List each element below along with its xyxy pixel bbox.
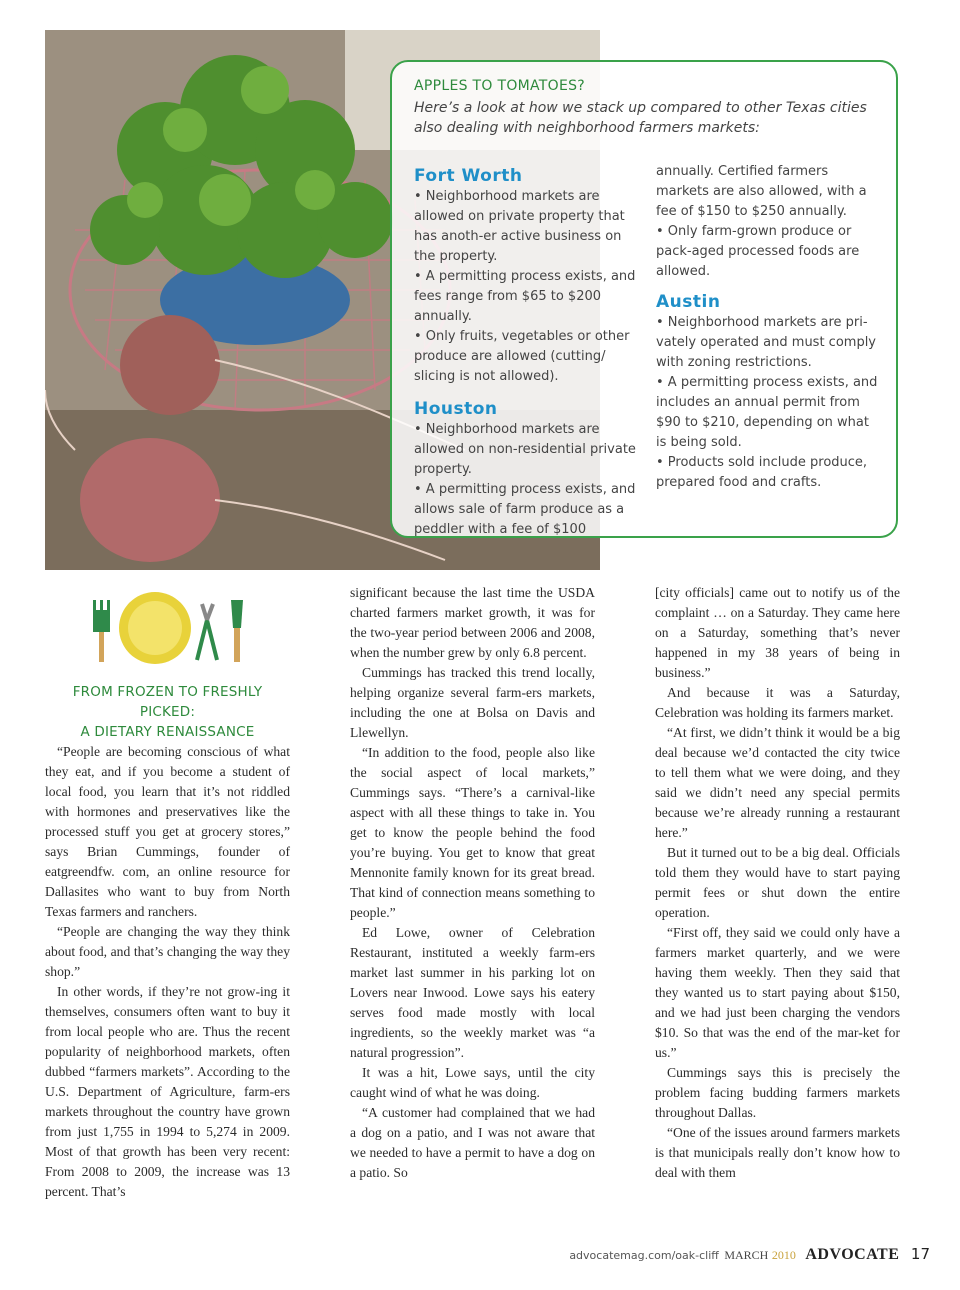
houston-points-continued bbox=[656, 162, 882, 282]
sidebar-column-1 bbox=[414, 162, 640, 540]
footer-year: 2010 bbox=[771, 1248, 796, 1262]
sidebar-column-2 bbox=[656, 162, 882, 493]
paragraph: “In addition to the food, people also like the social aspect of local markets,” Cummings says. “There’s a carnival-like aspect with all these things to take in. You get to know the people behind the food you’re buying. You get to know that great Mennonite family known for its great bread. That kind of connection means something to people.” bbox=[350, 745, 595, 920]
paragraph: significant because the last time the USDA charted farmers market growth, it was for the two-year period between 2006 and 2008, when the number grew by only 6.8 percent. bbox=[350, 585, 595, 660]
paragraph: “A customer had complained that we had a dog on a patio, and I was not aware that we needed to have a permit to have a dog on a patio. So bbox=[350, 1105, 595, 1180]
houston-point: • Neighborhood markets are allowed on non-residential private property. bbox=[414, 422, 636, 477]
trowel-icon bbox=[231, 600, 243, 662]
shears-icon bbox=[197, 604, 217, 660]
page-number: 17 bbox=[910, 1245, 930, 1263]
city-name-houston: Houston bbox=[414, 399, 498, 419]
paragraph: “First off, they said we could only have a farmers market quarterly, and we were having them weekly. Then they said that they wanted us to start paying about $150, and we had just been charging the vendors $10. So that was the end of the mar-ket for us.” bbox=[655, 925, 900, 1060]
paragraph: And because it was a Saturday, Celebration was holding its farmers market. bbox=[655, 685, 900, 720]
footer-month: MARCH bbox=[724, 1248, 769, 1262]
austin-point: • A permitting process exists, and includes an annual permit from $90 to $210, depending on what is being sold. bbox=[656, 375, 878, 450]
fort-worth-points bbox=[414, 187, 640, 387]
paragraph: “At first, we didn’t think it would be a big deal because we’d contacted the city twice to tell them what we were doing, and they said we didn’t need any special permits because we’re already running a restaurant here.” bbox=[655, 725, 900, 840]
fort-worth-point: • Only fruits, vegetables or other produce are allowed (cutting/ slicing is not allowed). bbox=[414, 329, 630, 384]
paragraph: [city officials] came out to notify us of the complaint … on a Saturday. They came here on a Saturday, something that’s never happened in my 38 years of being in business.” bbox=[655, 585, 900, 680]
paragraph: “People are changing the way they think about food, and that’s changing the way they shop.” bbox=[45, 924, 290, 979]
sidebar-intro: Here’s a look at how we stack up compared to other Texas cities also dealing with neighborhood farmers markets: bbox=[414, 100, 867, 136]
austin-point: • Products sold include produce, prepared food and crafts. bbox=[656, 455, 868, 490]
paragraph: Cummings has tracked this trend locally, helping organize several farm-ers markets, including the one at Bolsa on Davis and Llewellyn. bbox=[350, 665, 595, 740]
page-footer bbox=[569, 1245, 930, 1264]
houston-point: annually. Certified farmers markets are also allowed, with a fee of $150 to $250 annually. bbox=[656, 164, 867, 219]
paragraph: It was a hit, Lowe says, until the city caught wind of what he was doing. bbox=[350, 1065, 595, 1100]
sidebar-box bbox=[390, 60, 898, 538]
paragraph: “One of the issues around farmers markets is that municipals really don’t know how to deal with them bbox=[655, 1125, 900, 1180]
paragraph: Ed Lowe, owner of Celebration Restaurant, instituted a weekly farm-ers market last summer in his parking lot on Lovers near Inwood. Lowe says his eatery serves food made mostly with local ingredients, so the weekly market was “a natural progression”. bbox=[350, 925, 595, 1060]
fort-worth-point: • A permitting process exists, and fees range from $65 to $200 annually. bbox=[414, 269, 636, 324]
section-heading-line-2: A DIETARY RENAISSANCE bbox=[80, 724, 255, 740]
fort-worth-point: • Neighborhood markets are allowed on private property that has anoth-er active business on the property. bbox=[414, 189, 625, 264]
garden-tools-plate-icon bbox=[85, 590, 255, 670]
footer-url[interactable]: advocatemag.com/oak-cliff bbox=[569, 1249, 719, 1262]
plate-icon bbox=[119, 592, 191, 664]
brand-logo: ADVOCATE bbox=[805, 1246, 900, 1263]
houston-point: • Only farm-grown produce or pack-aged processed foods are allowed. bbox=[656, 224, 860, 279]
houston-point: • A permitting process exists, and allows sale of farm produce as a peddler with a fee of $100 bbox=[414, 482, 636, 537]
paragraph: In other words, if they’re not grow-ing it themselves, consumers often want to buy it from local people who are. Thus the recent popularity of neighborhood markets, often dubbed “farmers markets”. According to the U.S. Department of Agriculture, farm-ers markets throughout the country have grown from just 1,755 in 1994 to 5,274 in 2009. Most of that growth has been very recent: From 2008 to 2009, the increase was 13 percent. That’s bbox=[45, 984, 290, 1199]
garden-fork-icon bbox=[93, 600, 110, 662]
article-column-3 bbox=[655, 583, 900, 1183]
sidebar-heading: APPLES TO TOMATOES? bbox=[414, 78, 586, 94]
article-column-2 bbox=[350, 583, 595, 1183]
austin-points bbox=[656, 313, 882, 493]
paragraph: Cummings says this is precisely the problem facing budding farmers markets throughout Dallas. bbox=[655, 1065, 900, 1120]
section-heading-line-1: FROM FROZEN TO FRESHLY PICKED: bbox=[72, 684, 263, 720]
article-column-1 bbox=[45, 682, 290, 1202]
houston-points bbox=[414, 420, 640, 540]
austin-point: • Neighborhood markets are pri-vately operated and must comply with zoning restrictions. bbox=[656, 315, 877, 370]
paragraph: “People are becoming conscious of what they eat, and if you become a student of local food, you learn that it’s not riddled with hormones and preservatives like the processed stuff you get at grocery stores,” says Brian Cummings, founder of eatgreendfw. com, an online resource for Dallasites who want to buy from North Texas farmers and ranchers. bbox=[45, 744, 290, 919]
city-name-austin: Austin bbox=[656, 292, 721, 312]
city-name-fort-worth: Fort Worth bbox=[414, 166, 523, 186]
paragraph: But it turned out to be a big deal. Officials told them they would have to start paying permit fees or shut down the entire operation. bbox=[655, 845, 900, 920]
